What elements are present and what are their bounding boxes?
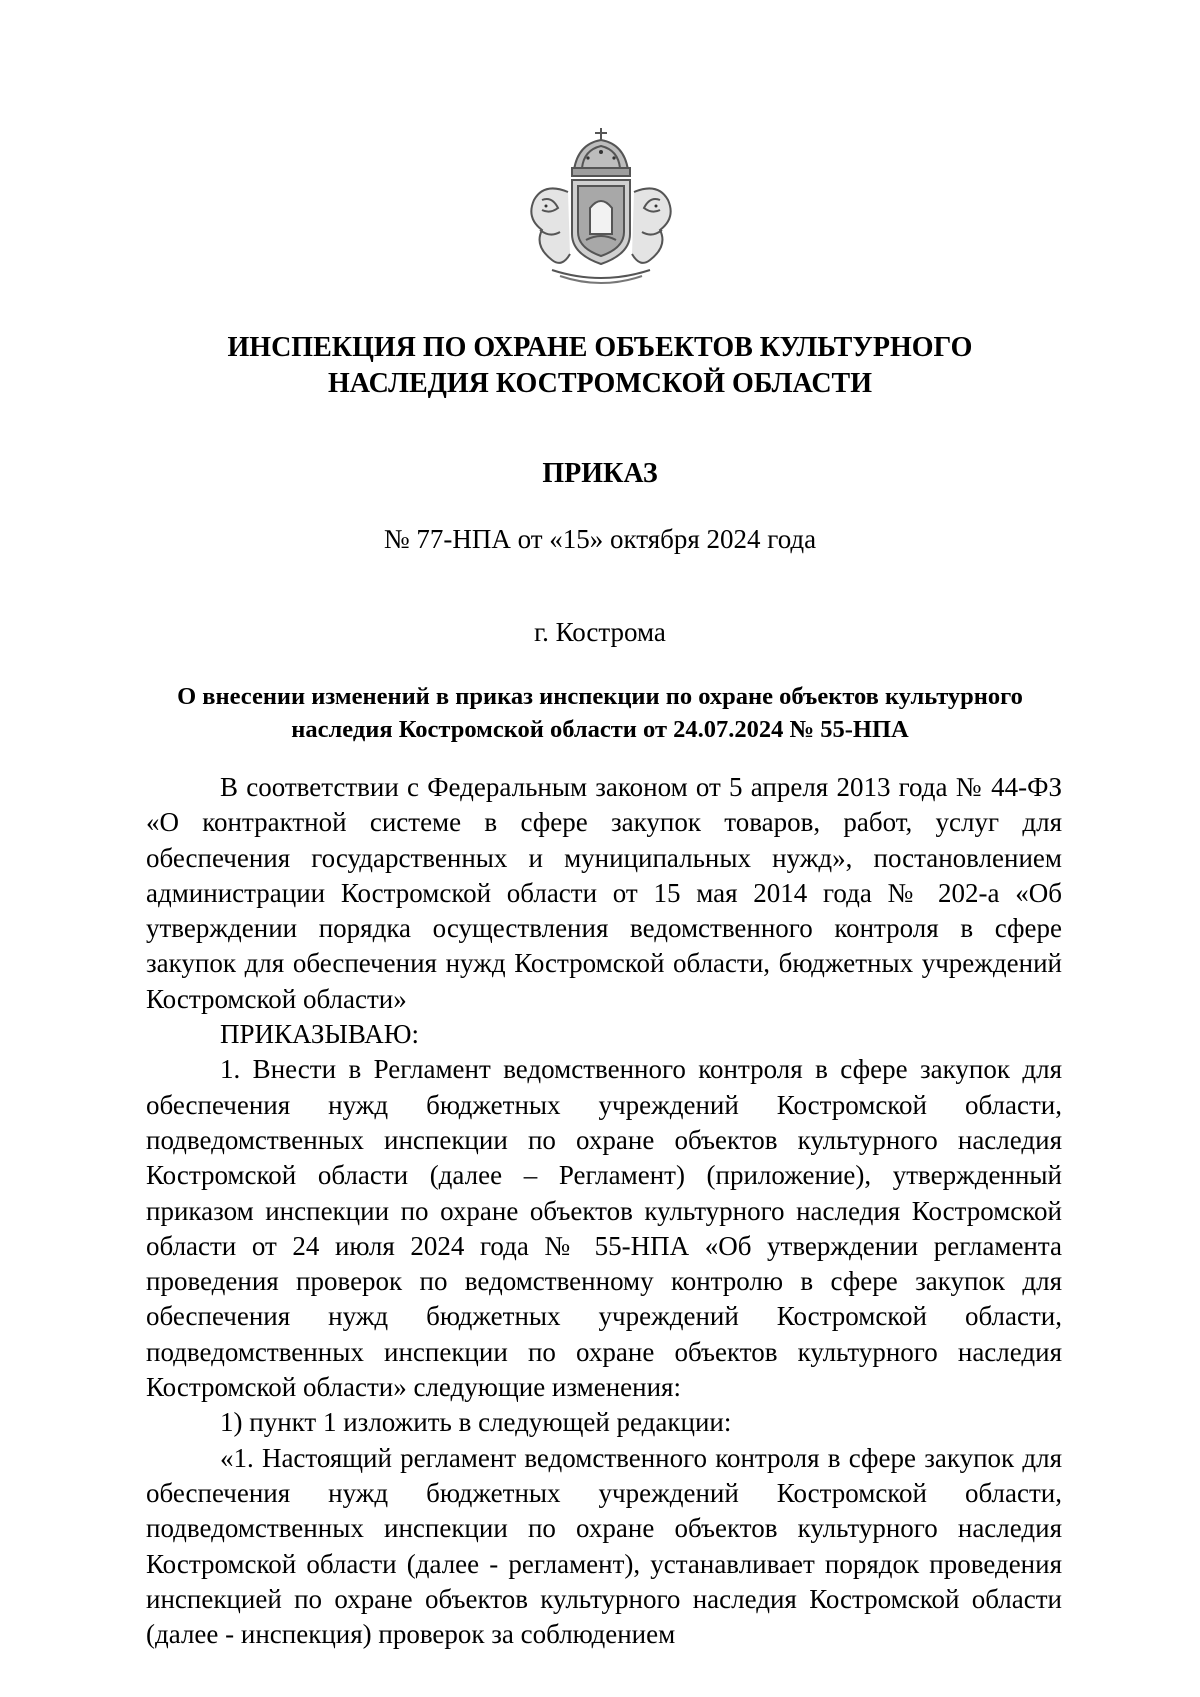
document-type-title: ПРИКАЗ <box>542 458 658 489</box>
organization-name <box>150 330 1050 402</box>
order-subject <box>140 680 1060 746</box>
paragraph-order-directive: ПРИКАЗЫВАЮ: <box>220 1019 419 1050</box>
paragraph-subitem-1: 1) пункт 1 изложить в следующей редакции: <box>220 1407 732 1438</box>
organization-name-line-2: НАСЛЕДИЯ КОСТРОМСКОЙ ОБЛАСТИ <box>327 368 873 399</box>
paragraph-new-wording: «1. Настоящий регламент ведомственного контроля в сфере закупок для обеспечения нужд бюджетных учреждений Костромской области, подведомственных инспекции по охране объектов культурного наследия Костромской области (далее - регламент), устанавливает порядок проведения инспекцией по охране объектов культурного наследия Костромской области (далее - инспекция) проверок за соблюдением <box>146 1442 1062 1650</box>
paragraph-item-1: 1. Внести в Регламент ведомственного контроля в сфере закупок для обеспечения нужд бюджетных учреждений Костромской области, подведомственных инспекции по охране объектов культурного наследия Костромской области (далее – Регламент) (приложение), утвержденный приказом инспекции по охране объектов культурного наследия Костромской области от 24 июля 2024 года № 55-НПА «Об утверждении регламента проведения проверок по ведомственному контролю в сфере закупок для обеспечения нужд бюджетных учреждений Костромской области, подведомственных инспекции по охране объектов культурного наследия Костромской области» следующие изменения: <box>146 1054 1062 1403</box>
organization-name-line-1: ИНСПЕКЦИЯ ПО ОХРАНЕ ОБЪЕКТОВ КУЛЬТУРНОГО <box>227 332 973 363</box>
paragraph-legal-basis: В соответствии с Федеральным законом от 5 апреля 2013 года № 44-ФЗ «О контрактной системе в сфере закупок товаров, работ, услуг для обеспечения государственных и муниципальных нужд», постановлением администрации Костромской области от 15 мая 2014 года № 202-а «Об утверждении порядка осуществления ведомственного контроля в сфере закупок для обеспечения нужд Костромской области, бюджетных учреждений Костромской области» <box>146 772 1062 1014</box>
city-name: г. Кострома <box>534 617 666 647</box>
coat-of-arms-emblem <box>512 122 690 290</box>
order-subject-line-2: наследия Костромской области от 24.07.2024 № 55-НПА <box>291 716 909 743</box>
order-number-date: № 77-НПА от «15» октября 2024 года <box>383 524 817 554</box>
order-body <box>146 770 1062 1652</box>
order-subject-line-1: О внесении изменений в приказ инспекции по охране объектов культурного <box>177 683 1023 710</box>
